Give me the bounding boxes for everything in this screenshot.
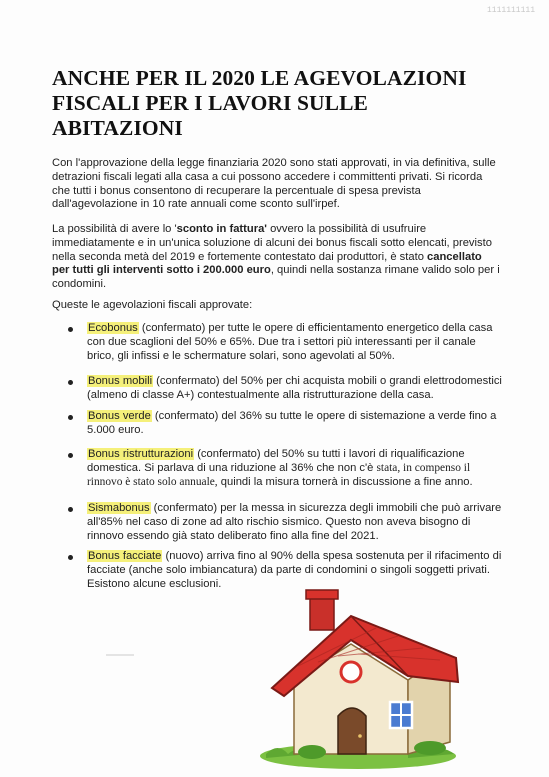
text-run: quindi la misura tornerà in discussione a fine anno. (217, 475, 473, 488)
text-run: (confermato) del 50% su tutti i lavori di riqualificazione (194, 448, 465, 460)
round-window (341, 662, 361, 682)
text-line (87, 502, 527, 516)
text-run: (confermato) del 50% per chi acquista mobili o grandi elettrodomestici (153, 375, 502, 387)
text-line (87, 462, 527, 476)
text-line (87, 410, 527, 424)
text-line (87, 550, 527, 564)
text-line (52, 223, 512, 237)
text-line: rinnovo essendo già stato deliberato fino alla fine del 2021. (87, 529, 379, 542)
text-run: (confermato) per la messa in sicurezza degli immobili che può arrivare (150, 502, 502, 514)
text-line: all'85% nel caso di zone ad alto rischio sismico. Questo non aveva bisogno di (87, 515, 471, 528)
corner-mark: 1111111111 (486, 6, 535, 15)
text-line: 5.000 euro. (87, 423, 144, 436)
text-run: ovvero la possibilità di usufruire (266, 223, 427, 235)
sconto-paragraph (52, 223, 512, 292)
text-line: con due scaglioni del 50% e 65%. Due tra i settori più interessanti per il canale (87, 335, 476, 348)
chimney (310, 596, 334, 630)
bullet-icon (68, 415, 73, 420)
bonus-name-highlight: Bonus mobili (88, 375, 153, 387)
text-line (87, 375, 527, 389)
text-line: (almeno di classe A+) contestualmente alla ristrutturazione della casa. (87, 388, 434, 401)
text-run: domestica. Si parlava di una riduzione al 36% che non c'è (87, 461, 377, 474)
text-run: (confermato) per tutte le opere di efficientamento energetico della casa (138, 322, 493, 334)
text-line: brico, gli infissi e le schermature solari, sono agevolati al 50%. (87, 349, 395, 362)
text-line: detrazioni fiscali legati alla casa a cui possono accedere i committenti privati. Si ricorda (52, 170, 483, 183)
text-line: Queste le agevolazioni fiscali approvate: (52, 299, 253, 311)
text-run: , quindi nella sostanza rimane valido solo per i (270, 264, 500, 277)
cancellato-emphasis: cancellato (427, 250, 482, 263)
text-line (52, 264, 512, 278)
text-line (52, 251, 512, 265)
text-run: (confermato) del 36% su tutte le opere di sistemazione a verde fino a (151, 410, 497, 422)
text-run: rinnovo è stato solo annuale, (87, 475, 218, 488)
title-line: ABITAZIONI (52, 116, 183, 140)
bonus-name-highlight: Bonus facciate (88, 550, 162, 562)
text-run: stata, in compenso il (376, 461, 471, 474)
list-intro (52, 299, 512, 313)
text-line (87, 322, 527, 336)
scan-smudge (106, 654, 134, 656)
text-line: immediatamente e in un'unica soluzione di alcuni dei bonus fiscali sotto elencati, previsto (52, 236, 492, 249)
threshold-emphasis: per tutti gli interventi sotto i 200.000 euro (52, 264, 271, 277)
text-line: che tutti i bonus consentono di recuperare la percentuale di spesa prevista (52, 184, 421, 197)
text-line: facciate (anche solo imbiancatura) da parte di condomini o singoli soggetti privati. (87, 563, 490, 576)
text-run: (nuovo) arriva fino al 90% della spesa sostenuta per il rifacimento di (162, 550, 502, 562)
bullet-icon (68, 327, 73, 332)
bullet-icon (68, 380, 73, 385)
house-illustration-icon (258, 582, 468, 772)
bonus-name-highlight: Sismabonus (88, 502, 150, 514)
page-title (52, 66, 522, 141)
text-line (87, 476, 527, 490)
title-line: ANCHE PER IL 2020 LE AGEVOLAZIONI (52, 66, 467, 90)
title-line: FISCALI PER I LAVORI SULLE (52, 91, 368, 115)
text-line: Esistono alcune esclusioni. (87, 577, 222, 590)
intro-paragraph (52, 157, 512, 212)
bonus-name-highlight: Bonus verde (88, 410, 151, 422)
text-run: nella seconda metà del 2019 e fortemente contestato dai produttori, è stato (52, 250, 428, 263)
bullet-icon (68, 555, 73, 560)
bonus-name-highlight: Ecobonus (88, 322, 138, 334)
text-run: La possibilità di avere lo ' (52, 223, 177, 235)
text-line: dall'agevolazione in 10 rate annuali come sconto sull'irpef. (52, 198, 340, 211)
sconto-in-fattura-emphasis: sconto in fattura' (176, 223, 267, 235)
text-line: Con l'approvazione della legge finanziaria 2020 sono stati approvati, in via definitiva, sulle (52, 157, 496, 169)
bullet-icon (68, 453, 73, 458)
text-line: condomini. (52, 278, 107, 291)
text-line (87, 448, 527, 462)
bonus-name-highlight: Bonus ristrutturazioni (88, 448, 194, 460)
bullet-icon (68, 507, 73, 512)
door (338, 708, 366, 754)
